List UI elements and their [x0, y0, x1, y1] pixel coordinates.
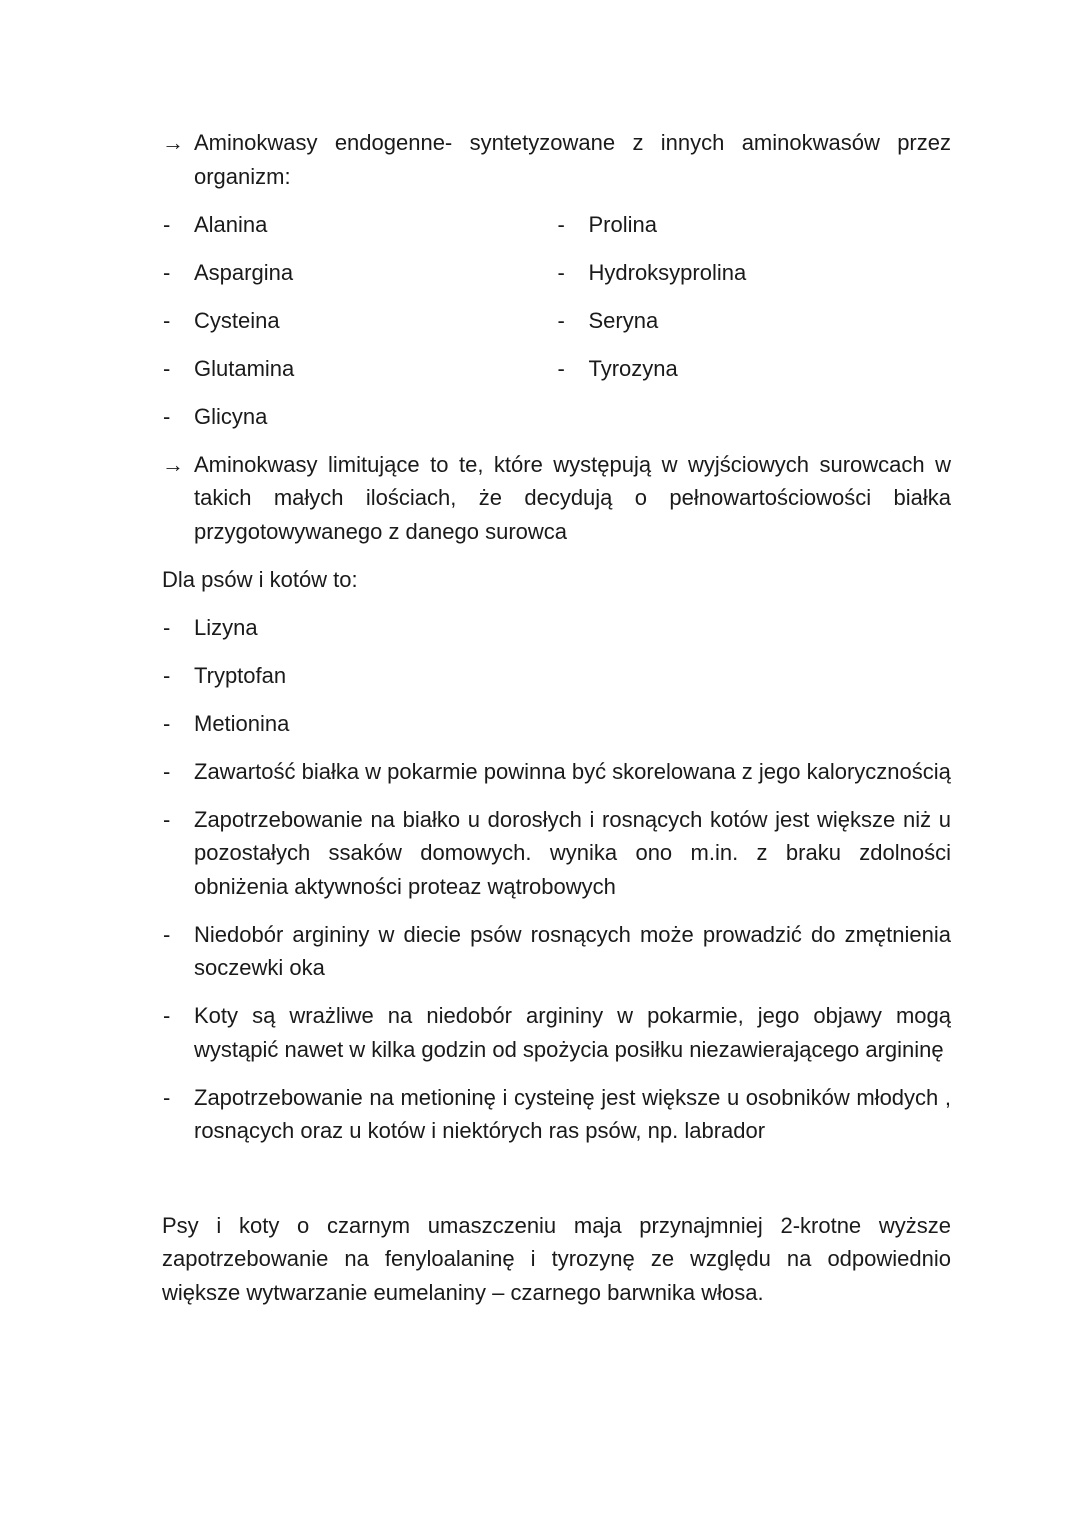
list-item: - Koty są wrażliwe na niedobór argininy w pokarmie, jego objawy mogą wystąpić nawet w kilka godzin od spożycia posiłku niezawierającego argininę	[162, 999, 951, 1066]
dash-bullet: -	[163, 1003, 171, 1028]
list-item: - Tyrozyna	[557, 352, 952, 386]
dash-bullet: -	[163, 211, 171, 237]
list-item: - Tryptofan	[162, 659, 951, 693]
list-item: - Glicyna	[162, 400, 557, 434]
list-item: - Prolina	[557, 208, 952, 242]
list-item: - Seryna	[557, 304, 952, 338]
dash-bullet: -	[163, 662, 171, 688]
dash-bullet: -	[557, 355, 565, 381]
dash-bullet: -	[163, 806, 171, 832]
dash-bullet: -	[163, 259, 171, 285]
dash-bullet: -	[163, 710, 171, 736]
closing-paragraph: Psy i koty o czarnym umaszczeniu maja przynajmniej 2-krotne wyższe zapotrzebowanie na fenyloalaninę i tyrozynę ze względu na odpowiednio większe wytwarzanie eumelaniny – czarnego barwnika włosa.	[162, 1212, 951, 1305]
dash-bullet: -	[557, 307, 565, 333]
dash-bullet: -	[557, 211, 565, 237]
list-item: - Alanina	[162, 208, 557, 242]
list-item: - Zawartość białka w pokarmie powinna być skorelowana z jego kalorycznością	[162, 755, 951, 789]
list-item: - Zapotrzebowanie na metioninę i cysteinę jest większe u osobników młodych , rosnących oraz u kotów i niektórych ras psów, np. labrador	[162, 1081, 951, 1148]
list-item: - Niedobór argininy w diecie psów rosnących może prowadzić do zmętnienia soczewki oka	[162, 918, 951, 985]
dash-bullet: -	[163, 921, 171, 947]
dash-bullet: -	[163, 355, 171, 381]
list-item: - Glutamina	[162, 352, 557, 386]
list-item: - Zapotrzebowanie na białko u dorosłych i rosnących kotów jest większe niż u pozostałych ssaków domowych. wynika ono m.in. z braku zdolności obniżenia aktywności proteaz wątrobowych	[162, 803, 951, 904]
list-item: - Lizyna	[162, 611, 951, 645]
dash-bullet: -	[163, 307, 171, 333]
dash-bullet: -	[557, 259, 565, 285]
endogenous-intro: → Aminokwasy endogenne- syntetyzowane z innych aminokwasów przez organizm:	[162, 126, 951, 193]
endogenous-amino-acid-list	[162, 208, 951, 448]
list-item: - Aspargina	[162, 256, 557, 290]
dogs-cats-heading: Dla psów i kotów to:	[162, 566, 358, 592]
dogs-cats-list	[162, 611, 951, 1148]
dash-bullet: -	[163, 758, 171, 784]
arrow-right-icon: →	[162, 130, 184, 155]
list-item: - Cysteina	[162, 304, 557, 338]
document-page	[162, 126, 951, 1309]
limiting-amino-acids-paragraph: → Aminokwasy limitujące to te, które występują w wyjściowych surowcach w takich małych ilościach, że decydują o pełnowartościowości białka przygotowywanego z danego surowca	[162, 448, 951, 549]
dash-bullet: -	[163, 403, 171, 429]
dash-bullet: -	[163, 1084, 171, 1110]
list-item: - Metionina	[162, 707, 951, 741]
left-column	[162, 208, 557, 448]
dash-bullet: -	[163, 614, 171, 640]
arrow-right-icon: →	[162, 451, 184, 477]
right-column	[557, 208, 952, 448]
list-item: - Hydroksyprolina	[557, 256, 952, 290]
